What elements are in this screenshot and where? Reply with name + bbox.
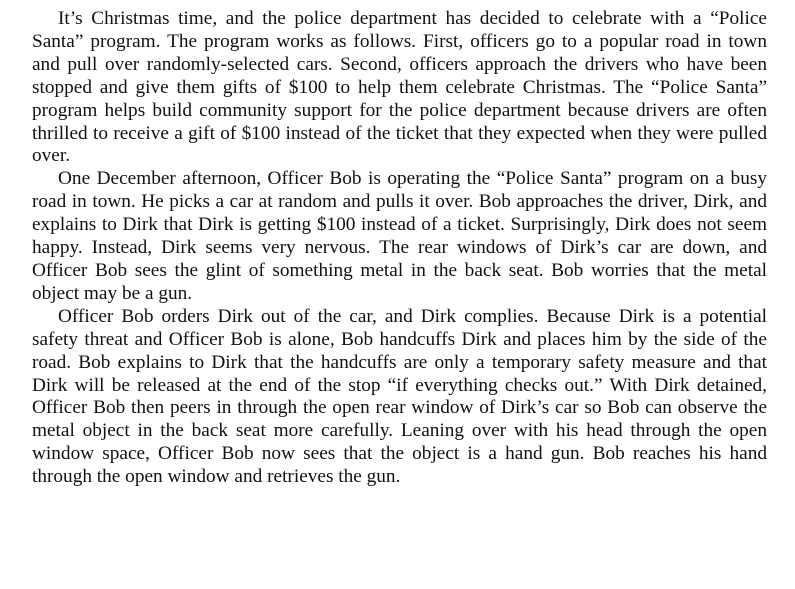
paragraph-2: One December afternoon, Officer Bob is operating the “Police Santa” program on a busy road in town. He picks a car at random and pulls it over. Bob approaches the driver, Dirk, and explains to Dirk that Dirk is getting $100 instead of a ticket. Surprisingly, Dirk does not seem happy. Instead, Dirk seems very nervous. The rear windows of Dirk’s car are down, and Officer Bob sees the glint of something metal in the back seat. Bob worries that the metal object may be a gun. (32, 168, 767, 304)
paragraph-3: Officer Bob orders Dirk out of the car, and Dirk complies. Because Dirk is a potential safety threat and Officer Bob is alone, Bob handcuffs Dirk and places him by the side of the road. Bob explains to Dirk that the handcuffs are only a temporary safety measure and that Dirk will be released at the end of the stop “if everything checks out.” With Dirk detained, Officer Bob then peers in through the open rear window of Dirk’s car so Bob can observe the metal object in the back seat more carefully. Leaning over with his head through the open window space, Officer Bob now sees that the object is a hand gun. Bob reaches his hand through the open window and retrieves the gun. (32, 305, 767, 488)
paragraph-1: It’s Christmas time, and the police department has decided to celebrate with a “Police Santa” program. The program works as follows. First, officers go to a popular road in town and pull over randomly-selected cars. Second, officers approach the drivers who have been stopped and give them gifts of $100 to help them celebrate Christmas. The “Police Santa” program helps build community support for the police department because drivers are often thrilled to receive a gift of $100 instead of the ticket that they expected when they were pulled over. (32, 8, 767, 167)
document-body (32, 8, 767, 489)
